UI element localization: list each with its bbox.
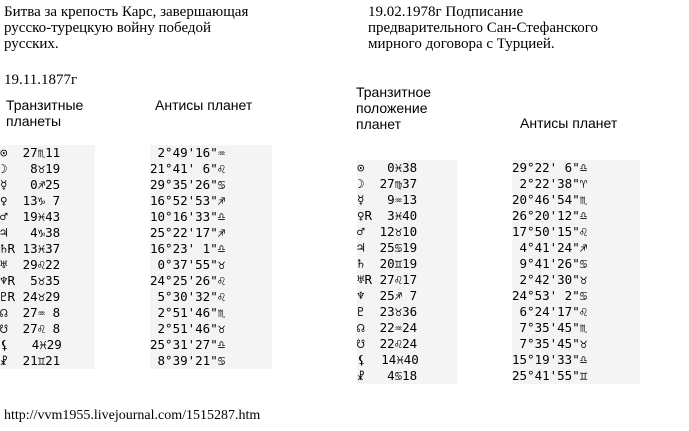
right-antiscia-table <box>512 160 640 384</box>
transit-row: ☊ 22♒24 <box>357 320 418 335</box>
transit-row: ♆R 5♉35 <box>0 273 61 288</box>
antiscia-row: 29°35'26"♋ <box>150 177 226 192</box>
transit-row: ☿ 9♒13 <box>357 192 418 207</box>
left-transit-table <box>0 145 95 369</box>
transit-row: ⚸ 14♓40 <box>357 352 419 367</box>
transit-row: ♅ 29♌22 <box>0 257 61 272</box>
antiscia-row: 24°25'26"♌ <box>150 273 226 288</box>
antiscia-row: 2°22'38"♈ <box>512 176 588 191</box>
antiscia-row: 2°51'46"♏ <box>150 305 226 320</box>
antiscia-row: 7°35'45"♉ <box>512 336 588 351</box>
antiscia-row: 26°20'12"♎ <box>512 208 588 223</box>
transit-row: ♄R 13♓37 <box>0 241 61 256</box>
left-antiscia-table <box>150 145 272 369</box>
transit-row: ♅R 27♌17 <box>357 272 418 287</box>
transit-row: ☽ 27♍37 <box>357 176 418 191</box>
transit-row: ☧ 21♊21 <box>0 353 61 368</box>
antiscia-row: 25°22'17"♐ <box>150 225 226 240</box>
left-antiscia-header: Антисы планет <box>155 97 253 113</box>
antiscia-row: 15°19'33"♎ <box>512 352 588 367</box>
left-date: 19.11.1877г <box>4 72 78 88</box>
transit-row: ☋ 22♌24 <box>357 336 418 351</box>
transit-row: ☋ 27♌ 8 <box>0 321 61 336</box>
antiscia-row: 25°41'55"♊ <box>512 368 588 383</box>
antiscia-row: 2°49'16"♒ <box>150 145 226 160</box>
left-event-title: Битва за крепость Карс, завершающая русско-турецкую войну победой русских. <box>4 4 249 52</box>
right-transit-header: Транзитное положение планет <box>356 84 432 132</box>
antiscia-row: 7°35'45"♏ <box>512 320 588 335</box>
transit-row: ♆ 25♐ 7 <box>357 288 418 303</box>
antiscia-row: 16°52'53"♐ <box>150 193 226 208</box>
transit-row: ☿ 0♐25 <box>0 177 61 192</box>
right-event-title: 19.02.1978г Подписание предварительного Сан-Стефанского мирного договора с Турцией. <box>368 4 599 52</box>
antiscia-row: 6°24'17"♌ <box>512 304 588 319</box>
right-transit-table <box>357 160 457 384</box>
antiscia-row: 9°41'26"♋ <box>512 256 588 271</box>
transit-row: ☽ 8♉19 <box>0 161 61 176</box>
antiscia-row: 17°50'15"♌ <box>512 224 588 239</box>
antiscia-row: 16°23' 1"♎ <box>150 241 226 256</box>
antiscia-row: 8°39'21"♋ <box>150 353 226 368</box>
transit-row: ♂ 12♉10 <box>357 224 418 239</box>
transit-row: ☧ 4♋18 <box>357 368 418 383</box>
transit-row: ♇R 24♉29 <box>0 289 61 304</box>
antiscia-row: 20°46'54"♏ <box>512 192 588 207</box>
transit-row: ♃ 4♑38 <box>0 225 61 240</box>
transit-row: ⊙ 27♏11 <box>0 145 61 160</box>
antiscia-row: 4°41'24"♐ <box>512 240 588 255</box>
right-antiscia-header: Антисы планет <box>520 115 618 131</box>
transit-row: ♀R 3♓40 <box>357 208 418 223</box>
transit-row: ♀ 13♑ 7 <box>0 193 61 208</box>
source-url: http://vvm1955.livejournal.com/1515287.htm <box>4 408 261 423</box>
antiscia-row: 2°51'46"♉ <box>150 321 226 336</box>
antiscia-row: 29°22' 6"♎ <box>512 160 588 175</box>
transit-row: ⚸ 4♓29 <box>0 337 62 352</box>
transit-row: ♂ 19♓43 <box>0 209 61 224</box>
antiscia-row: 21°41' 6"♌ <box>150 161 226 176</box>
antiscia-row: 2°42'30"♉ <box>512 272 588 287</box>
antiscia-row: 24°53' 2"♋ <box>512 288 588 303</box>
antiscia-row: 25°31'27"♎ <box>150 337 226 352</box>
left-transit-header: Транзитные планеты <box>6 97 84 129</box>
transit-row: ♃ 25♋19 <box>357 240 418 255</box>
antiscia-row: 0°37'55"♉ <box>150 257 226 272</box>
transit-row: ♇ 23♉36 <box>357 304 418 319</box>
antiscia-row: 10°16'33"♎ <box>150 209 226 224</box>
antiscia-row: 5°30'32"♌ <box>150 289 226 304</box>
transit-row: ♄ 20♊19 <box>357 256 418 271</box>
transit-row: ⊙ 0♓38 <box>357 160 418 175</box>
transit-row: ☊ 27♒ 8 <box>0 305 61 320</box>
